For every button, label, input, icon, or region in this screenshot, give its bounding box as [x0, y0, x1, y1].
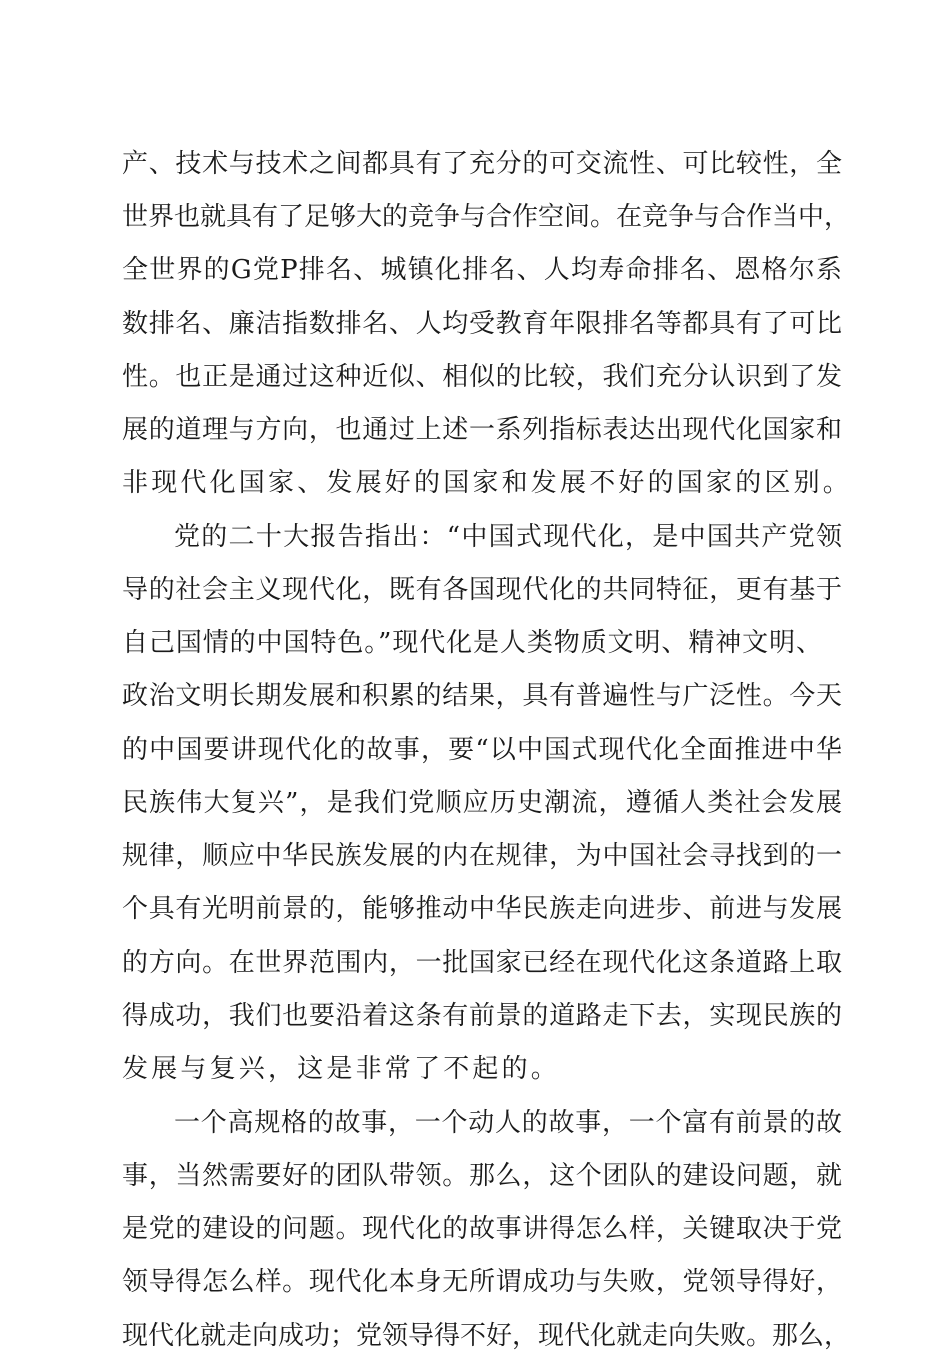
paragraph-2-line-1: 党的二十大报告指出：“中国式现代化，是中国共产党领 — [174, 522, 842, 552]
paragraph-2-line-3: 自己国情的中国特色。”现代化是人类物质文明、精神文明、 — [122, 628, 822, 658]
paragraph-1-line-7: 非现代化国家、发展好的国家和发展不好的国家的区别。 — [122, 468, 853, 498]
paragraph-1-line-2: 世界也就具有了足够大的竞争与合作空间。在竞争与合作当中， — [122, 202, 851, 232]
paragraph-3-line-5: 现代化就走向成功；党领导得不好，现代化就走向失败。那么， — [122, 1321, 851, 1351]
paragraph-2-line-5: 的中国要讲现代化的故事，要“以中国式现代化全面推进中华 — [122, 735, 842, 765]
paragraph-1-line-4: 数排名、廉洁指数排名、人均受教育年限排名等都具有了可比 — [122, 309, 842, 339]
paragraph-2-line-7: 规律，顺应中华民族发展的内在规律，为中国社会寻找到的一 — [122, 841, 842, 871]
paragraph-3-line-2: 事，当然需要好的团队带领。那么，这个团队的建设问题，就 — [122, 1161, 842, 1191]
paragraph-2-line-9: 的方向。在世界范围内，一批国家已经在现代化这条道路上取 — [122, 948, 842, 978]
paragraph-1-line-6: 展的道理与方向，也通过上述一系列指标表达出现代化国家和 — [122, 415, 842, 445]
paragraph-1-line-3: 全世界的G党P排名、城镇化排名、人均寿命排名、恩格尔系 — [122, 255, 842, 285]
paragraph-3-line-4: 领导得怎么样。现代化本身无所谓成功与失败，党领导得好， — [122, 1267, 842, 1297]
paragraph-1-line-5: 性。也正是通过这种近似、相似的比较，我们充分认识到了发 — [122, 362, 842, 392]
paragraph-3-line-3: 是党的建设的问题。现代化的故事讲得怎么样，关键取决于党 — [122, 1214, 842, 1244]
paragraph-2-line-2: 导的社会主义现代化，既有各国现代化的共同特征，更有基于 — [122, 575, 842, 605]
paragraph-3-line-1: 一个高规格的故事，一个动人的故事，一个富有前景的故 — [174, 1108, 842, 1138]
paragraph-1-line-1: 产、技术与技术之间都具有了充分的可交流性、可比较性，全 — [122, 149, 842, 179]
paragraph-2-line-11: 发展与复兴，这是非常了不起的。 — [122, 1054, 561, 1084]
paragraph-2-line-10: 得成功，我们也要沿着这条有前景的道路走下去，实现民族的 — [122, 1001, 842, 1031]
paragraph-2-line-8: 个具有光明前景的，能够推动中华民族走向进步、前进与发展 — [122, 894, 842, 924]
paragraph-2-line-4: 政治文明长期发展和积累的结果，具有普遍性与广泛性。今天 — [122, 681, 842, 711]
paragraph-2-line-6: 民族伟大复兴”，是我们党顺应历史潮流，遵循人类社会发展 — [122, 788, 842, 818]
